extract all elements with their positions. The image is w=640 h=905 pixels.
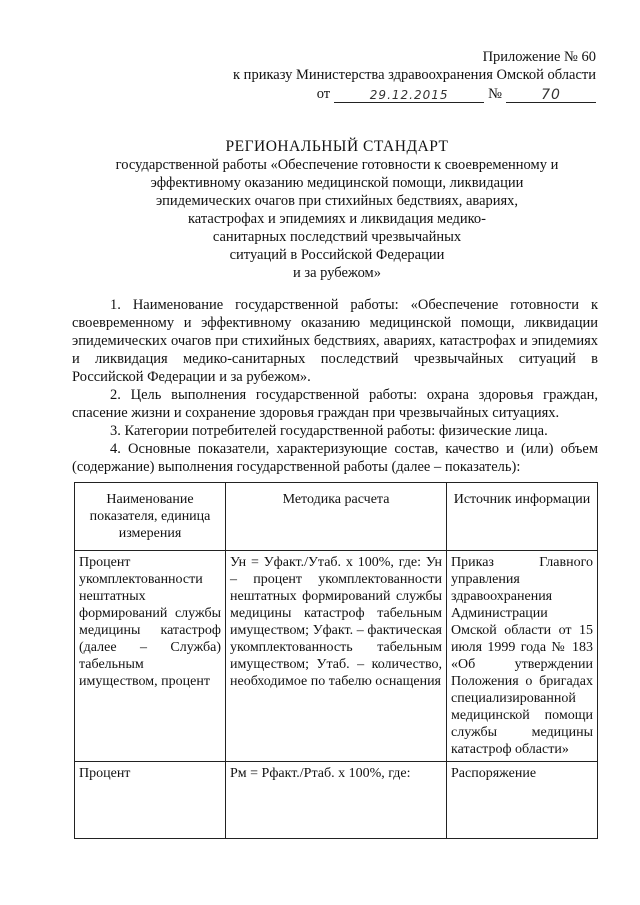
paragraph-indicators: 4. Основные показатели, характеризующие состав, качество и (или) объем (содержание) выполнения государственной работы (далее – показатель): (72, 441, 598, 475)
table-header-row (75, 483, 598, 551)
appendix-number: Приложение № 60 (482, 49, 596, 65)
column-header-indicator: Наименование показателя, единица измерения (75, 483, 226, 551)
title-line: и за рубежом» (293, 265, 381, 281)
paragraph-work-goal: 2. Цель выполнения государственной работы: охрана здоровья граждан, спасение жизни и сохранение здоровья граждан при чрезвычайных ситуациях. (72, 387, 598, 421)
title-line: эпидемических очагов при стихийных бедствиях, авариях, (155, 193, 519, 209)
table-row (75, 762, 598, 839)
document-body (72, 296, 598, 476)
indicator-name-cell: Процент укомплектованности нештатных формирований службы медицины катастроф (далее – Служба) табельным имуществом, процент (75, 551, 226, 762)
column-header-source: Источник информации (447, 483, 598, 551)
title-line: государственной работы «Обеспечение готовности к своевременному и (115, 157, 559, 173)
column-header-method: Методика расчета (226, 483, 447, 551)
source-cell: Распоряжение (447, 762, 598, 839)
paragraph-consumers: 3. Категории потребителей государственной работы: физические лица. (110, 423, 548, 439)
order-reference: к приказу Министерства здравоохранения Омской области (233, 67, 596, 83)
title-line: ситуаций в Российской Федерации (229, 247, 445, 263)
title-line: санитарных последствий чрезвычайных (212, 229, 462, 245)
title-heading: РЕГИОНАЛЬНЫЙ СТАНДАРТ (225, 138, 449, 155)
order-date-line (233, 85, 596, 103)
method-cell: Рм = Рфакт./Ртаб. х 100%, где: (226, 762, 447, 839)
method-cell: Ун = Уфакт./Утаб. х 100%, где: Ун – процент укомплектованности нештатных формирований службы медицины катастроф табельным имуществом; Уфакт. – фактическая укомплектованность табельным имуществом; Утаб. – количество, необходимое по табелю оснащения (226, 551, 447, 762)
title-line: эффективному оказанию медицинской помощи, ликвидации (150, 175, 524, 191)
paragraph-work-name: 1. Наименование государственной работы: «Обеспечение готовности к своевременному и эффективному оказанию медицинской помощи, ликвидации эпидемических очагов при стихийных бедствиях, авариях, катастрофах и эпидемиях и ликвидация медико-санитарных последствий чрезвычайных ситуаций в Российской Федерации и за рубежом». (72, 297, 598, 385)
order-date-handwritten: 29.12.2015 (334, 86, 484, 103)
title-line: катастрофах и эпидемиях и ликвидация медико- (187, 211, 486, 227)
table-row (75, 551, 598, 762)
document-title (72, 138, 602, 282)
appendix-header (233, 48, 596, 103)
number-label: № (488, 86, 502, 102)
order-number-handwritten: 70 (506, 86, 596, 103)
indicators-table (74, 482, 598, 839)
source-cell: Приказ Главного управления здравоохранения Администрации Омской области от 15 июля 1999 года № 183 «Об утверждении Положения о бригадах специализированной медицинской помощи службы медицины катастроф области» (447, 551, 598, 762)
date-prefix: от (316, 86, 331, 102)
indicator-name-cell: Процент (75, 762, 226, 839)
